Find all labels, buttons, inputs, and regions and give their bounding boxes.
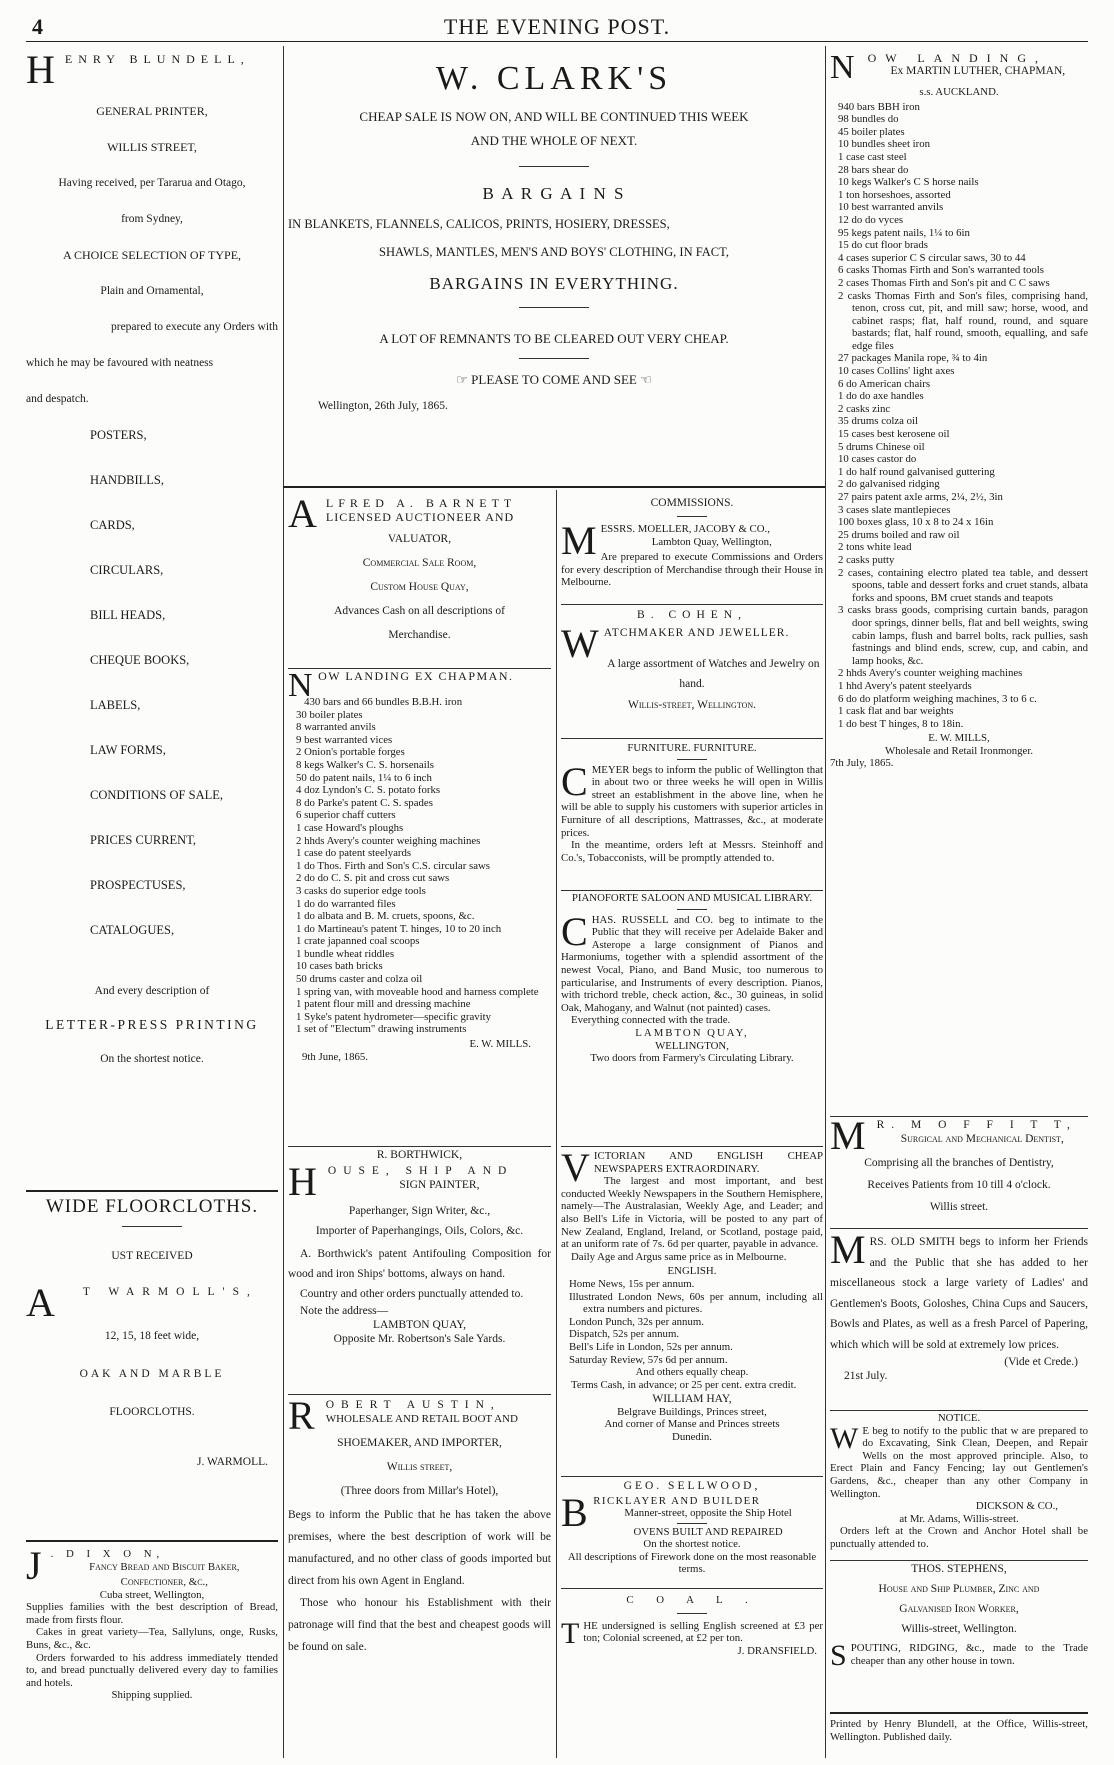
page-number: 4 xyxy=(32,14,44,39)
meyer-ad: FURNITURE. FURNITURE. CMEYER begs to inform the public of Wellington that in about two or three weeks he will open in Willis street an establishment in the above line, when he will be able to supply his customers with superior articles in Furniture of all descriptions, Mattrasses, &c., at moderate prices. In the meantime, orders left at Messrs. Steinhoff and Co.'s, Tobacconists, will be promptly attended to. xyxy=(561,742,823,864)
mills-martin-luther-ad: NOW LANDING, Ex MARTIN LUTHER, CHAPMAN, s.s. AUCKLAND. 940 bars BBH iron 98 bundles do 45 boiler plates 10 bundles sheet iron 1 case cast steel 28 bars shear do 10 kegs Walker's C S horse nails 1 ton horseshoes, assorted 10 best warranted anvils 12 do do vyces 95 kegs patent nails, 1¼ to 6in 15 do cut floor brads 4 cases superior C S circular saws, 30 to 44 6 casks Thomas Firth and Son's warranted tools 2 cases Thomas Firth and Son's pit and C C saws 2 casks Thomas Firth and Son's files, comprising hand, tenon, cross cut, pit, and mill saw; horse, wood, and cabinet rasps; flat, half round, round, and square bastards; flat, half round, smooth, equalling, and safe edge files 27 packages Manila rope, ¾ to 4in 10 cases Collins' light axes 6 do American chairs 1 do do axe handles 2 casks zinc 35 drums colza oil 15 cases best kerosene oil 5 drums Chinese oil 10 cases castor do 1 do half round galvanised guttering 2 do galvanised ridging 27 pairs patent axle arms, 2¼, 2½, 3in 3 cases slate mantlepieces 100 boxes glass, 10 x 8 to 24 x 16in 25 drums boiled and raw oil 2 tons white lead 2 casks putty 2 cases, containing electro plated tea table, and dessert spoons, table and dessert forks and cruet stands, albata forks and spoons, BM cruet stands and teapots 3 casks brass goods, comprising curtain bands, paragon door springs, dinner bells, flat and bell weights, swing cabin lamps, flush and barrel bolts, rack pullies, sash fastnings and blind ends, screw, cup, and cabin, and lamp hooks, &c. 2 hhds Avery's counter weighing machines 1 hhd Avery's patent steelyards 6 do do platform weighing machines, 3 to 6 c. 1 cask flat and bar weights 1 do best T hinges, 8 to 18in. E. W. MILLS, Wholesale and Retail Ironmonger. 7th July, 1865. xyxy=(830,49,1088,770)
list-item: 98 bundles do xyxy=(838,113,899,126)
list-item: PROSPECTUSES, xyxy=(90,878,186,892)
list-item: 35 drums colza oil xyxy=(838,415,919,428)
list-item: 2 hhds Avery's counter weighing machines xyxy=(838,667,1023,680)
list-item: 3 casks do superior edge tools xyxy=(296,884,426,897)
list-item: 95 kegs patent nails, 1¼ to 6in xyxy=(838,226,970,239)
section-rule xyxy=(830,1410,1088,1411)
list-item: 1 Syke's patent hydrometer—specific gravity xyxy=(296,1010,492,1023)
list-item: 6 superior chaff cutters xyxy=(296,809,396,822)
list-item: POSTERS, xyxy=(90,428,147,442)
section-rule xyxy=(561,890,823,891)
list-item: 50 drums caster and colza oil xyxy=(296,973,423,986)
list-item: 30 boiler plates xyxy=(296,708,363,721)
warmoll-ad: WIDE FLOORCLOTHS. UST RECEIVED A T WARMOLL'S, 12, 15, 18 feet wide, OAK AND MARBLE FLOORCLOTHS. J. WARMOLL. xyxy=(26,1196,268,1468)
list-item: 4 cases superior C S circular saws, 30 to 44 xyxy=(838,251,1026,264)
list-item: Dispatch, 52s per annum. xyxy=(569,1328,680,1341)
list-item: 10 cases castor do xyxy=(838,453,917,466)
section-rule xyxy=(561,604,823,605)
section-rule xyxy=(561,1146,823,1147)
section-rule xyxy=(561,1476,823,1477)
list-item: 10 bundles sheet iron xyxy=(838,138,931,151)
list-item: 4 doz Lyndon's C. S. potato forks xyxy=(296,784,441,797)
list-item: 10 cases Collins' light axes xyxy=(838,365,955,378)
list-item: 1 crate japanned coal scoops xyxy=(296,935,420,948)
list-item: 1 patent flour mill and dressing machine xyxy=(296,998,471,1011)
list-item: Bell's Life in London, 52s per annum. xyxy=(569,1340,733,1353)
smith-ad: MRS. OLD SMITH begs to inform her Friends and the Public that she has added to her miscellaneous stock a large variety of Ladies' and Gentlemen's Boots, Goloshes, China Cups and Saucers, Bowls and Plates, as well as a fresh Parcel of Papering, which which will be sold at extremely low prices. (Vide et Crede.) 21st July. xyxy=(830,1227,1088,1382)
list-item: 10 cases bath bricks xyxy=(296,960,383,973)
list-item: Illustrated London News, 60s per annum, including all extra numbers and pictures. xyxy=(569,1290,823,1316)
dickson-ad: NOTICE. W E beg to notify to the public that w are prepared to do Excavating, Sink Clean, Deepen, and Repair Wells on the most approved principle. Also, to Erect Plain and Fancy Fencing; lay out Gentlemen's Gardens, &c., cheaper than any other Company in Wellington. DICKSON & CO., at Mr. Adams, Willis-street. Orders left at the Crown and Anchor Hotel shall be punctually attended to. xyxy=(830,1412,1088,1550)
moffitt-ad: M R. M O F F I T T, Surgical and Mechanical Dentist, Comprising all the branches of Dentistry, Receives Patients from 10 till 4 o'clock. Willis street. xyxy=(830,1113,1077,1213)
list-item: 3 casks brass goods, comprising curtain bands, paragon door springs, dinner bells, flat and bell weights, swing cabin lamps, flush and barrel bolts, rack pullies, sash fastnings and blind ends, screw, cup, and cabin, and lamp hooks, &c. xyxy=(838,604,1088,667)
section-rule xyxy=(288,1146,551,1147)
clark-title: W. CLARK'S xyxy=(435,60,673,97)
pointing-hand-icon: ☞ xyxy=(456,372,472,387)
list-item: 2 cases Thomas Firth and Son's pit and C C saws xyxy=(838,276,1050,289)
list-item: 10 kegs Walker's C S horse nails xyxy=(838,176,979,189)
column-rule xyxy=(556,490,557,1758)
list-item: 5 drums Chinese oil xyxy=(838,440,925,453)
list-item: 1 ton horseshoes, assorted xyxy=(838,188,951,201)
section-rule xyxy=(26,1540,278,1542)
list-item: 1 case Howard's ploughs xyxy=(296,821,404,834)
list-item: 1 do best T hinges, 8 to 18in. xyxy=(838,717,964,730)
list-item: 1 case do patent steelyards xyxy=(296,847,412,860)
newspaper-title: THE EVENING POST. xyxy=(443,14,671,39)
list-item: CIRCULARS, xyxy=(90,563,164,577)
list-item: CONDITIONS OF SALE, xyxy=(90,788,223,802)
blundell-ad: HENRY BLUNDELL, GENERAL PRINTER, WILLIS STREET, Having received, per Tararua and Otago, from Sydney, A CHOICE SELECTION OF TYPE, Plain and Ornamental, prepared to execute any Orders with which he may be favoured with neatness and despatch. POSTERS, HANDBILLS, CARDS, CIRCULARS, BILL HEADS, CHEQUE BOOKS, LABELS, LAW FORMS, CONDITIONS OF SALE, PRICES CURRENT, PROSPECTUSES, CATALOGUES, And every description of LETTER-PRESS PRINTING On the shortest notice. xyxy=(26,47,278,1065)
list-item: 1 do Martineau's patent T. hinges, 10 to 20 inch xyxy=(296,922,502,935)
list-item: PRICES CURRENT, xyxy=(90,833,197,847)
list-item: 10 best warranted anvils xyxy=(838,201,944,214)
list-item: 1 bundle wheat riddles xyxy=(296,947,395,960)
list-item: Home News, 15s per annum. xyxy=(569,1277,695,1290)
section-rule xyxy=(830,1228,1088,1229)
list-item: 8 kegs Walker's C. S. horsenails xyxy=(296,758,434,771)
victorian-ad: VICTORIAN AND ENGLISH CHEAP NEWSPAPERS EXTRAORDINARY. The largest and most important, and best conducted Weekly Newspapers in the Southern Hemisphere, namely—The Australasian, Weekly Age, and Leader; and also Bell's Life in Victoria, will be posted to any part of New Zealand, England, Ireland, or Scotland, postage paid, at an uniform rate of 7s. 6d per quarter, payable in advance. Daily Age and Argus same price as in Melbourne. ENGLISH. Home News, 15s per annum. Illustrated London News, 60s per annum, including all extra numbers and pictures. London Punch, 32s per annum. Dispatch, 52s per annum. Bell's Life in London, 52s per annum. Saturday Review, 57s 6d per annum. And others equally cheap. Terms Cash, in advance; or 25 per cent. extra credit. WILLIAM HAY, Belgrave Buildings, Princes street, And corner of Manse and Princes streets Dunedin. xyxy=(561,1145,823,1444)
list-item: 2 casks putty xyxy=(838,553,895,566)
barnett-ad: ALFRED A. BARNETT LICENSED AUCTIONEER AND VALUATOR, Commercial Sale Room, Custom House Quay, Advances Cash on all descriptions of Merchandise. xyxy=(288,491,517,641)
list-item: 28 bars shear do xyxy=(838,163,909,176)
dixon-ad: J . D I X O N, Fancy Bread and Biscuit Baker, Confectioner, &c., Cuba street, Wellington, Supplies families with the best description of Bread, made from firsts flour. Cakes in great variety—Tea, Sallyluns, onge, Rusks, Buns, &c., &c. Orders forwarded to his address immediately ttended to, and bread punctually delivered every day to families and hotels. Shipping supplied. xyxy=(26,1543,278,1702)
list-item: HANDBILLS, xyxy=(90,473,164,487)
austin-ad: ROBERT AUSTIN, WHOLESALE AND RETAIL BOOT AND SHOEMAKER, AND IMPORTER, Willis street, (Three doors from Millar's Hotel), Begs to inform the Public that he has taken the above premises, where the best description of work will be manufactured, and no other class of goods imported but direct from his own Agent in England. Those who honour his Establishment with their patronage will find that the best and cheapest goods will be found on sale. xyxy=(288,1393,551,1653)
list-item: 2 do do C. S. pit and cross cut saws xyxy=(296,872,450,885)
list-item: 6 casks Thomas Firth and Son's warranted tools xyxy=(838,264,1044,277)
list-item: 15 do cut floor brads xyxy=(838,239,928,252)
list-item: BILL HEADS, xyxy=(90,608,166,622)
russell-ad: PIANOFORTE SALOON AND MUSICAL LIBRARY. CHAS. RUSSELL and CO. beg to intimate to the Public that they will receive per Adelaide Baker and Asterope a large consignment of Pianos and Harmoniums, together with a splendid assortment of the newest Vocal, Piano, and Band Music, too numerous to particularise, and Instruments of every description. Pianos, with trichord treble, check action, &c., 30 guineas, in solid Oak, Mahogany, and Walnut (not painted) cases. Everything connected with the trade. LAMBTON QUAY, WELLINGTON, Two doors from Farmery's Circulating Library. xyxy=(561,892,823,1065)
list-item: 2 cases, containing electro plated tea table, and dessert spoons, table and dessert forks and cruet stands, albata forks and spoons, BM cruet stands and teapots xyxy=(838,566,1088,604)
list-item: 8 warranted anvils xyxy=(296,721,376,734)
column-rule xyxy=(283,46,284,1758)
list-item: London Punch, 32s per annum. xyxy=(569,1315,704,1328)
masthead xyxy=(26,8,1088,42)
list-item: 27 packages Manila rope, ¾ to 4in xyxy=(838,352,988,365)
list-item: 9 best warranted vices xyxy=(296,733,393,746)
list-item: 1 cask flat and bar weights xyxy=(838,705,954,718)
list-item: 1 do half round galvanised guttering xyxy=(838,465,995,478)
mills-chapman-ad: NOW LANDING EX CHAPMAN. 430 bars and 66 bundles B.B.H. iron 30 boiler plates 8 warranted anvils 9 best warranted vices 2 Onion's portable forges 8 kegs Walker's C. S. horsenails 50 do patent nails, 1¼ to 6 inch 4 doz Lyndon's C. S. potato forks 8 do Parke's patent C. S. spades 6 superior chaff cutters 1 case Howard's ploughs 2 hhds Avery's counter weighing machines 1 case do patent steelyards 1 do Thos. Firth and Son's C.S. circular saws 2 do do C. S. pit and cross cut saws 3 casks do superior edge tools 1 do do warranted files 1 do albata and B. M. cruets, spoons, &c. 1 do Martineau's patent T. hinges, 10 to 20 inch 1 crate japanned coal scoops 1 bundle wheat riddles 10 cases bath bricks 50 drums caster and colza oil 1 spring van, with moveable hood and harness complete 1 patent flour mill and dressing machine 1 Syke's patent hydrometer—specific gravity 1 set of "Electum" drawing instruments E. W. MILLS. 9th June, 1865. xyxy=(288,670,551,1063)
list-item: 1 hhd Avery's patent steelyards xyxy=(838,679,972,692)
section-rule xyxy=(283,486,825,488)
pointing-hand-icon: ☜ xyxy=(636,372,652,387)
section-rule xyxy=(830,1560,1088,1561)
list-item: 15 cases best kerosene oil xyxy=(838,428,950,441)
list-item: 45 boiler plates xyxy=(838,125,905,138)
cohen-ad: B. COHEN, WATCHMAKER AND JEWELLER. A large assortment of Watches and Jewelry on hand. Willis-street, Wellington. xyxy=(561,609,820,711)
list-item: CATALOGUES, xyxy=(90,923,175,937)
list-item: CHEQUE BOOKS, xyxy=(90,653,190,667)
coal-ad: C O A L . THE undersigned is selling English screened at £3 per ton; Colonial screened, at £2 per ton. J. DRANSFIELD. xyxy=(561,1594,823,1657)
section-rule xyxy=(561,1588,823,1589)
list-item: LABELS, xyxy=(90,698,141,712)
list-item: 2 hhds Avery's counter weighing machines xyxy=(296,834,481,847)
list-item: 27 pairs patent axle arms, 2¼, 2½, 3in xyxy=(838,491,1003,503)
moeller-ad: COMMISSIONS. MESSRS. MOELLER, JACOBY & CO., Lambton Quay, Wellington, Are prepared to execute Commissions and Orders for every description of Merchandise through their House in Melbourne. xyxy=(561,497,823,589)
list-item: 1 do do axe handles xyxy=(838,390,924,403)
list-item: 8 do Parke's patent C. S. spades xyxy=(296,796,433,809)
list-item: 1 do Thos. Firth and Son's C.S. circular saws xyxy=(296,859,490,872)
clark-ad: W. CLARK'S CHEAP SALE IS NOW ON, AND WILL BE CONTINUED THIS WEEK AND THE WHOLE OF NEXT. B A R G A I N S IN BLANKETS, FLANNELS, CALICOS, PRINTS, HOSIERY, DRESSES, SHAWLS, MANTLES, MEN'S AND BOYS' CLOTHING, IN FACT, BARGAINS IN EVERYTHING. A LOT OF REMNANTS TO BE CLEARED OUT VERY CHEAP. ☞ PLEASE TO COME AND SEE ☜ Wellington, 26th July, 1865. xyxy=(288,60,820,413)
sellwood-ad: GEO. SELLWOOD, BRICKLAYER AND BUILDER Manner-street, opposite the Ship Hotel OVENS BUILT AND REPAIRED On the shortest notice. All descriptions of Firework done on the most reasonable terms. xyxy=(561,1480,817,1576)
list-item: 3 cases slate mantlepieces xyxy=(838,503,951,516)
list-item: 1 case cast steel xyxy=(838,150,907,163)
list-item: 2 Onion's portable forges xyxy=(296,746,405,759)
column-rule xyxy=(825,46,826,1758)
list-item: 2 casks zinc xyxy=(838,402,891,415)
list-item: 2 casks Thomas Firth and Son's files, comprising hand, tenon, cross cut, pit, and mill saw; horse, wood, and cabinet rasps; flat, half round, round, and square bastards; flat, half round, smooth, equalling, and safe edge files xyxy=(838,289,1088,352)
borthwick-ad: R. BORTHWICK, HOUSE, SHIP AND SIGN PAINTER, Paperhanger, Sign Writer, &c., Importer of Paperhangings, Oils, Colors, &c. A. Borthwick's patent Antifouling Composition for wood and iron Ships' bottoms, always on hand. Country and other orders punctually attended to. Note the address— LAMBTON QUAY, Opposite Mr. Robertson's Sale Yards. xyxy=(288,1149,551,1345)
list-item: 50 do patent nails, 1¼ to 6 inch xyxy=(296,771,432,784)
list-item: 940 bars BBH iron xyxy=(838,100,920,113)
list-item: 1 spring van, with moveable hood and harness complete xyxy=(296,985,539,998)
printer-imprint: Printed by Henry Blundell, at the Office, Willis-street, Wellington. Published daily. xyxy=(830,1718,1088,1743)
list-item: 430 bars and 66 bundles B.B.H. iron xyxy=(304,696,463,708)
list-item: 12 do do vyces xyxy=(838,213,904,226)
stephens-ad: THOS. STEPHENS, House and Ship Plumber, Zinc and Galvanised Iron Worker, Willis-street, Wellington. SPOUTING, RIDGING, &c., made to the Trade cheaper than any other house in town. xyxy=(830,1563,1088,1672)
list-item: 1 set of "Electum" drawing instruments xyxy=(296,1023,467,1036)
list-item: 1 do albata and B. M. cruets, spoons, &c. xyxy=(296,910,475,923)
list-item: 25 drums boiled and raw oil xyxy=(838,528,960,541)
list-item: 2 tons white lead xyxy=(838,541,912,554)
list-item: 6 do American chairs xyxy=(838,377,931,390)
section-rule xyxy=(561,738,823,739)
list-item: CARDS, xyxy=(90,518,135,532)
list-item: 2 do galvanised ridging xyxy=(838,478,940,491)
list-item: Saturday Review, 57s 6d per annum. xyxy=(569,1353,728,1366)
list-item: LAW FORMS, xyxy=(90,743,166,757)
list-item: 1 do do warranted files xyxy=(296,897,396,910)
section-rule xyxy=(26,1190,278,1192)
section-rule xyxy=(830,1712,1088,1714)
list-item: 100 boxes glass, 10 x 8 to 24 x 16in xyxy=(838,516,994,529)
list-item: 6 do do platform weighing machines, 3 to 6 c. xyxy=(838,692,1037,705)
section-rule xyxy=(288,1394,551,1395)
